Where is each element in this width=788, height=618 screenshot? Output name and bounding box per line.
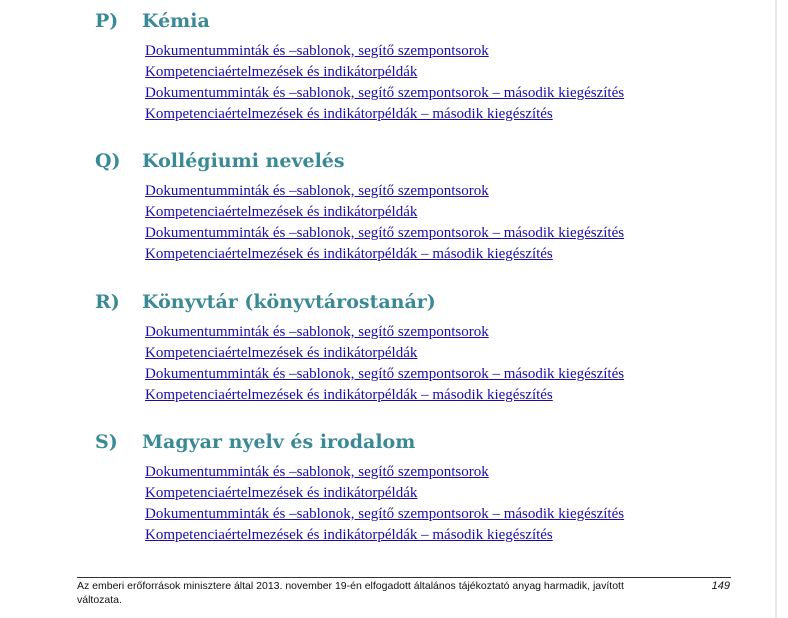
- link-competence-interpretations-supplement[interactable]: Kompetenciaértelmezések és indikátorpéldák – második kiegészítés: [145, 387, 553, 403]
- link-competence-interpretations[interactable]: Kompetenciaértelmezések és indikátorpéldák: [145, 64, 418, 80]
- link-list: [145, 41, 624, 125]
- link-document-templates[interactable]: Dokumentumminták és –sablonok, segítő szempontsorok: [145, 183, 489, 199]
- link-list: [145, 181, 624, 265]
- link-document-templates[interactable]: Dokumentumminták és –sablonok, segítő szempontsorok: [145, 464, 489, 480]
- section-title: Magyar nyelv és irodalom: [142, 431, 416, 453]
- section-heading: [0, 148, 770, 174]
- page-number: 149: [711, 580, 730, 592]
- link-document-templates-supplement[interactable]: Dokumentumminták és –sablonok, segítő szempontsorok – második kiegészítés: [145, 506, 625, 522]
- link-document-templates-supplement[interactable]: Dokumentumminták és –sablonok, segítő szempontsorok – második kiegészítés: [145, 85, 625, 101]
- link-competence-interpretations-supplement[interactable]: Kompetenciaértelmezések és indikátorpéldák – második kiegészítés: [145, 106, 553, 122]
- link-document-templates[interactable]: Dokumentumminták és –sablonok, segítő szempontsorok: [145, 324, 489, 340]
- link-competence-interpretations[interactable]: Kompetenciaértelmezések és indikátorpéldák: [145, 345, 418, 361]
- link-document-templates-supplement[interactable]: Dokumentumminták és –sablonok, segítő szempontsorok – második kiegészítés: [145, 366, 625, 382]
- link-competence-interpretations-supplement[interactable]: Kompetenciaértelmezések és indikátorpéldák – második kiegészítés: [145, 246, 553, 262]
- section-heading: [0, 8, 770, 34]
- section-heading: [0, 429, 770, 455]
- section-title: Könyvtár (könyvtárostanár): [142, 291, 436, 313]
- link-competence-interpretations[interactable]: Kompetenciaértelmezések és indikátorpéldák: [145, 204, 418, 220]
- section-letter: R): [95, 291, 120, 313]
- section-letter: S): [95, 431, 118, 453]
- link-competence-interpretations-supplement[interactable]: Kompetenciaértelmezések és indikátorpéldák – második kiegészítés: [145, 527, 553, 543]
- footer-text: Az emberi erőforrások minisztere által 2013. november 19-én elfogadott általános tájékoztató anyag harmadik, javított változata.: [77, 580, 624, 606]
- link-document-templates[interactable]: Dokumentumminták és –sablonok, segítő szempontsorok: [145, 43, 489, 59]
- link-competence-interpretations[interactable]: Kompetenciaértelmezések és indikátorpéldák: [145, 485, 418, 501]
- page-edge: [775, 0, 777, 618]
- section-heading: [0, 289, 770, 315]
- section-letter: P): [95, 10, 119, 32]
- section-title: Kollégiumi nevelés: [142, 150, 345, 172]
- section-title: Kémia: [142, 10, 210, 32]
- footer-divider: [77, 577, 731, 578]
- link-list: [145, 322, 624, 406]
- section-letter: Q): [95, 150, 121, 172]
- link-list: [145, 462, 624, 546]
- link-document-templates-supplement[interactable]: Dokumentumminták és –sablonok, segítő szempontsorok – második kiegészítés: [145, 225, 625, 241]
